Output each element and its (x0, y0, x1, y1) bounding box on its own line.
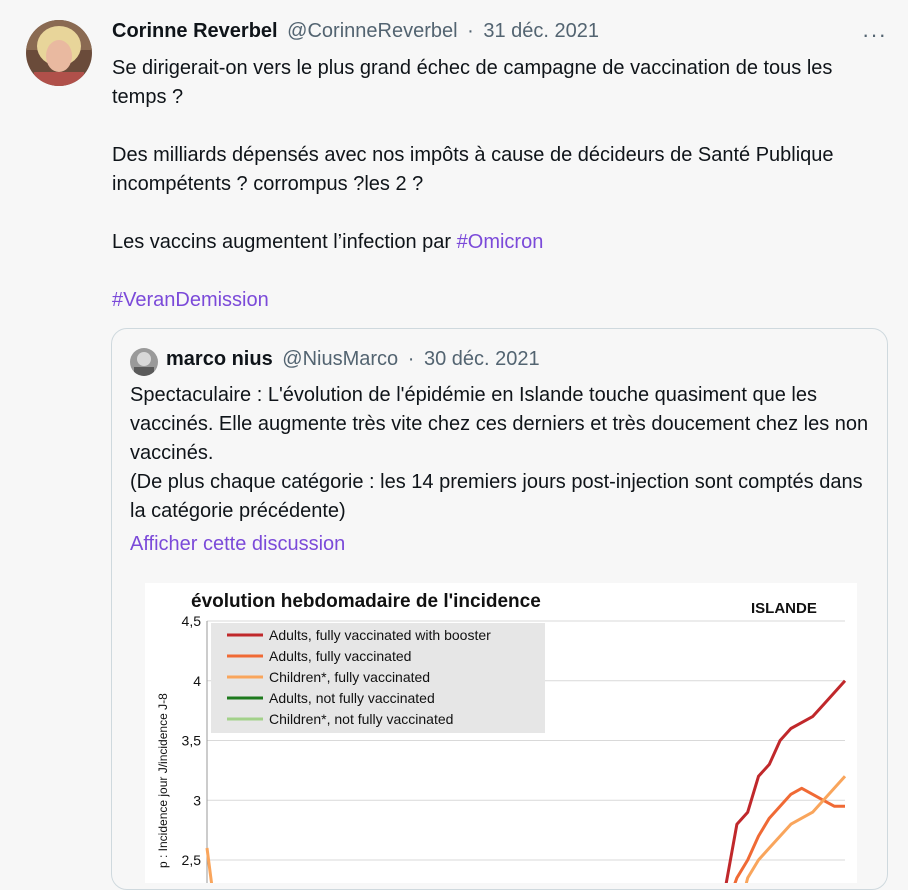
y-tick-label: 3 (193, 792, 201, 809)
quote-paragraph: Spectaculaire : L'évolution de l'épidémie en Islande touche quasiment que les vaccinés. Elle augmente très vite chez ces derniers et très doucement chez les non vaccinés. (130, 384, 869, 464)
author-name[interactable]: Corinne Reverbel (112, 20, 278, 42)
legend-label: Children*, not fully vaccinated (269, 711, 454, 727)
y-tick-label: 2,5 (181, 852, 201, 868)
quote-text (130, 381, 870, 526)
quote-paragraph: (De plus chaque catégorie : les 14 premiers jours post-injection sont comptés dans la catégorie précédente) (130, 471, 863, 522)
hashtag-verandemission[interactable]: #VeranDemission (112, 289, 269, 311)
quote-author-handle[interactable]: @NiusMarco (282, 348, 399, 370)
separator: · (467, 20, 474, 42)
legend-label: Adults, fully vaccinated (269, 648, 412, 664)
tweet-text (112, 54, 892, 344)
show-thread-link[interactable]: Afficher cette discussion (130, 533, 346, 555)
tweet-paragraph (112, 228, 892, 257)
separator: · (407, 348, 415, 370)
series-line (207, 776, 845, 883)
chart-corner-label: ISLANDE (751, 600, 817, 617)
legend-label: Children*, fully vaccinated (269, 669, 431, 685)
more-options-icon[interactable]: ··· (862, 22, 887, 47)
quote-header (166, 348, 540, 371)
legend-label: Adults, fully vaccinated with booster (269, 627, 491, 643)
chart-title: évolution hebdomadaire de l'incidence (191, 591, 541, 612)
chart-image (145, 583, 857, 883)
legend-label: Adults, not fully vaccinated (269, 690, 435, 706)
quote-date[interactable]: 30 déc. 2021 (423, 348, 540, 370)
tweet-paragraph: Des milliards dépensés avec nos impôts à cause de décideurs de Santé Publique incompétents ? corrompus ?les 2 ? (112, 144, 834, 195)
y-tick-label: 3,5 (181, 732, 201, 749)
y-tick-label: 4,5 (181, 613, 201, 629)
y-axis-label: p : Incidence jour J/incidence J-8 (156, 693, 170, 868)
author-handle[interactable]: @CorinneReverbel (287, 20, 458, 42)
hashtag-omicron[interactable]: #Omicron (456, 231, 544, 253)
tweet-date[interactable]: 31 déc. 2021 (483, 20, 600, 42)
y-tick-label: 4 (193, 672, 201, 689)
quote-avatar[interactable] (130, 348, 158, 376)
quote-author-name[interactable]: marco nius (166, 348, 273, 370)
tweet-paragraph (112, 286, 892, 315)
tweet-paragraph: Se dirigerait-on vers le plus grand échec de campagne de vaccination de tous les temps ? (112, 57, 833, 108)
tweet-header (112, 20, 599, 43)
avatar[interactable] (26, 20, 92, 86)
incidence-chart (145, 583, 857, 883)
quoted-tweet[interactable] (111, 328, 888, 890)
tweet-paragraph-text: Les vaccins augmentent l’infection par (112, 231, 457, 253)
